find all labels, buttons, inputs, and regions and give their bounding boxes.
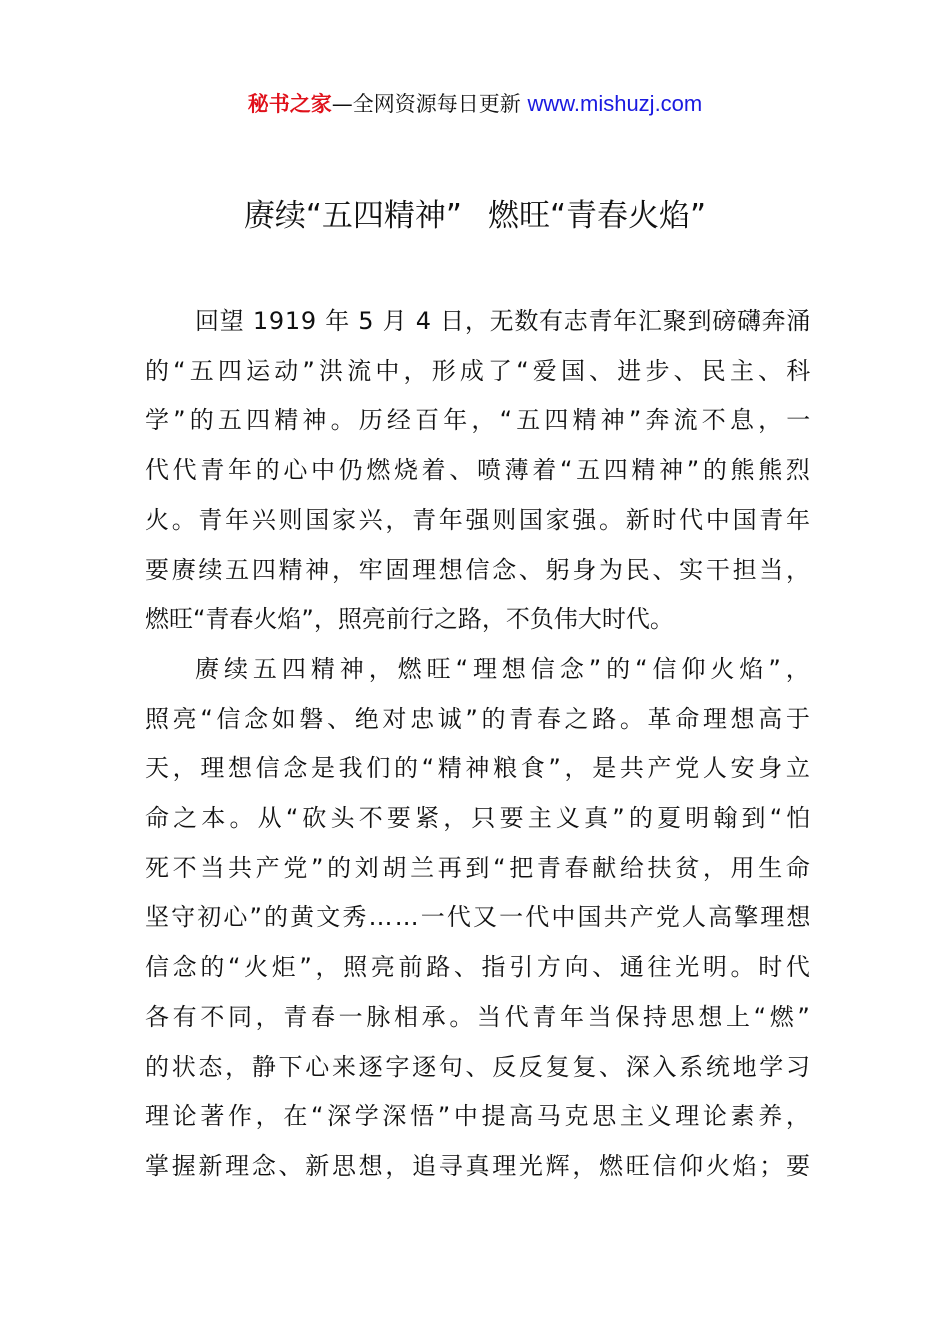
text-line: 掌握新理念、新思想，追寻真理光辉，燃旺信仰火焰；要 [145, 1151, 813, 1180]
title-part-1: 赓续“五四精神” [243, 198, 462, 234]
text-line: 坚守初心”的黄文秀……一代又一代中国共产党人高擎理想 [145, 903, 813, 932]
text-line: 的“五四运动”洪流中，形成了“爱国、进步、民主、科 [145, 356, 815, 385]
text-line: 火。青年兴则国家兴，青年强则国家强。新时代中国青年 [145, 505, 813, 534]
site-brand: 秘书之家 [247, 92, 332, 116]
site-header [0, 86, 950, 122]
site-url-link[interactable]: www.mishuzj.com [527, 91, 703, 116]
paragraph-1 [145, 297, 815, 645]
text-line: 理论著作，在“深学深悟”中提高马克思主义理论素养， [145, 1102, 814, 1131]
text-line: 各有不同，青春一脉相承。当代青年当保持思想上“燃” [145, 1002, 814, 1031]
paragraph-2 [145, 645, 815, 1192]
title-part-2: 燃旺“青春火焰” [488, 198, 707, 234]
text-line: 死不当共产党”的刘胡兰再到“把青春献给扶贫，用生命 [145, 853, 814, 882]
text-line: 学”的五四精神。历经百年，“五四精神”奔流不息，一 [145, 406, 815, 435]
site-tagline: —全网资源每日更新 [331, 92, 528, 116]
text-line: 回望 1919 年 5 月 4 日，无数有志青年汇聚到磅礴奔涌 [195, 307, 812, 335]
document-title [0, 193, 950, 239]
text-line: 命之本。从“砍头不要紧，只要主义真”的夏明翰到“怕 [145, 804, 815, 833]
text-line: 天，理想信念是我们的“精神粮食”，是共产党人安身立 [145, 754, 814, 783]
text-line: 燃旺“青春火焰”，照亮前行之路，不负伟大时代。 [145, 605, 674, 634]
text-line: 代代青年的心中仍燃烧着、喷薄着“五四精神”的熊熊烈 [145, 456, 814, 485]
text-line: 要赓续五四精神，牢固理想信念、躬身为民、实干担当， [145, 555, 813, 584]
document-body [145, 297, 815, 1192]
text-line: 赓续五四精神，燃旺“理想信念”的“信仰火焰”， [195, 654, 815, 683]
text-line: 照亮“信念如磐、绝对忠诚”的青春之路。革命理想高于 [145, 704, 814, 733]
text-line: 的状态，静下心来逐字逐句、反反复复、深入系统地学习 [145, 1052, 813, 1081]
text-line: 信念的“火炬”，照亮前路、指引方向、通往光明。时代 [145, 953, 814, 982]
